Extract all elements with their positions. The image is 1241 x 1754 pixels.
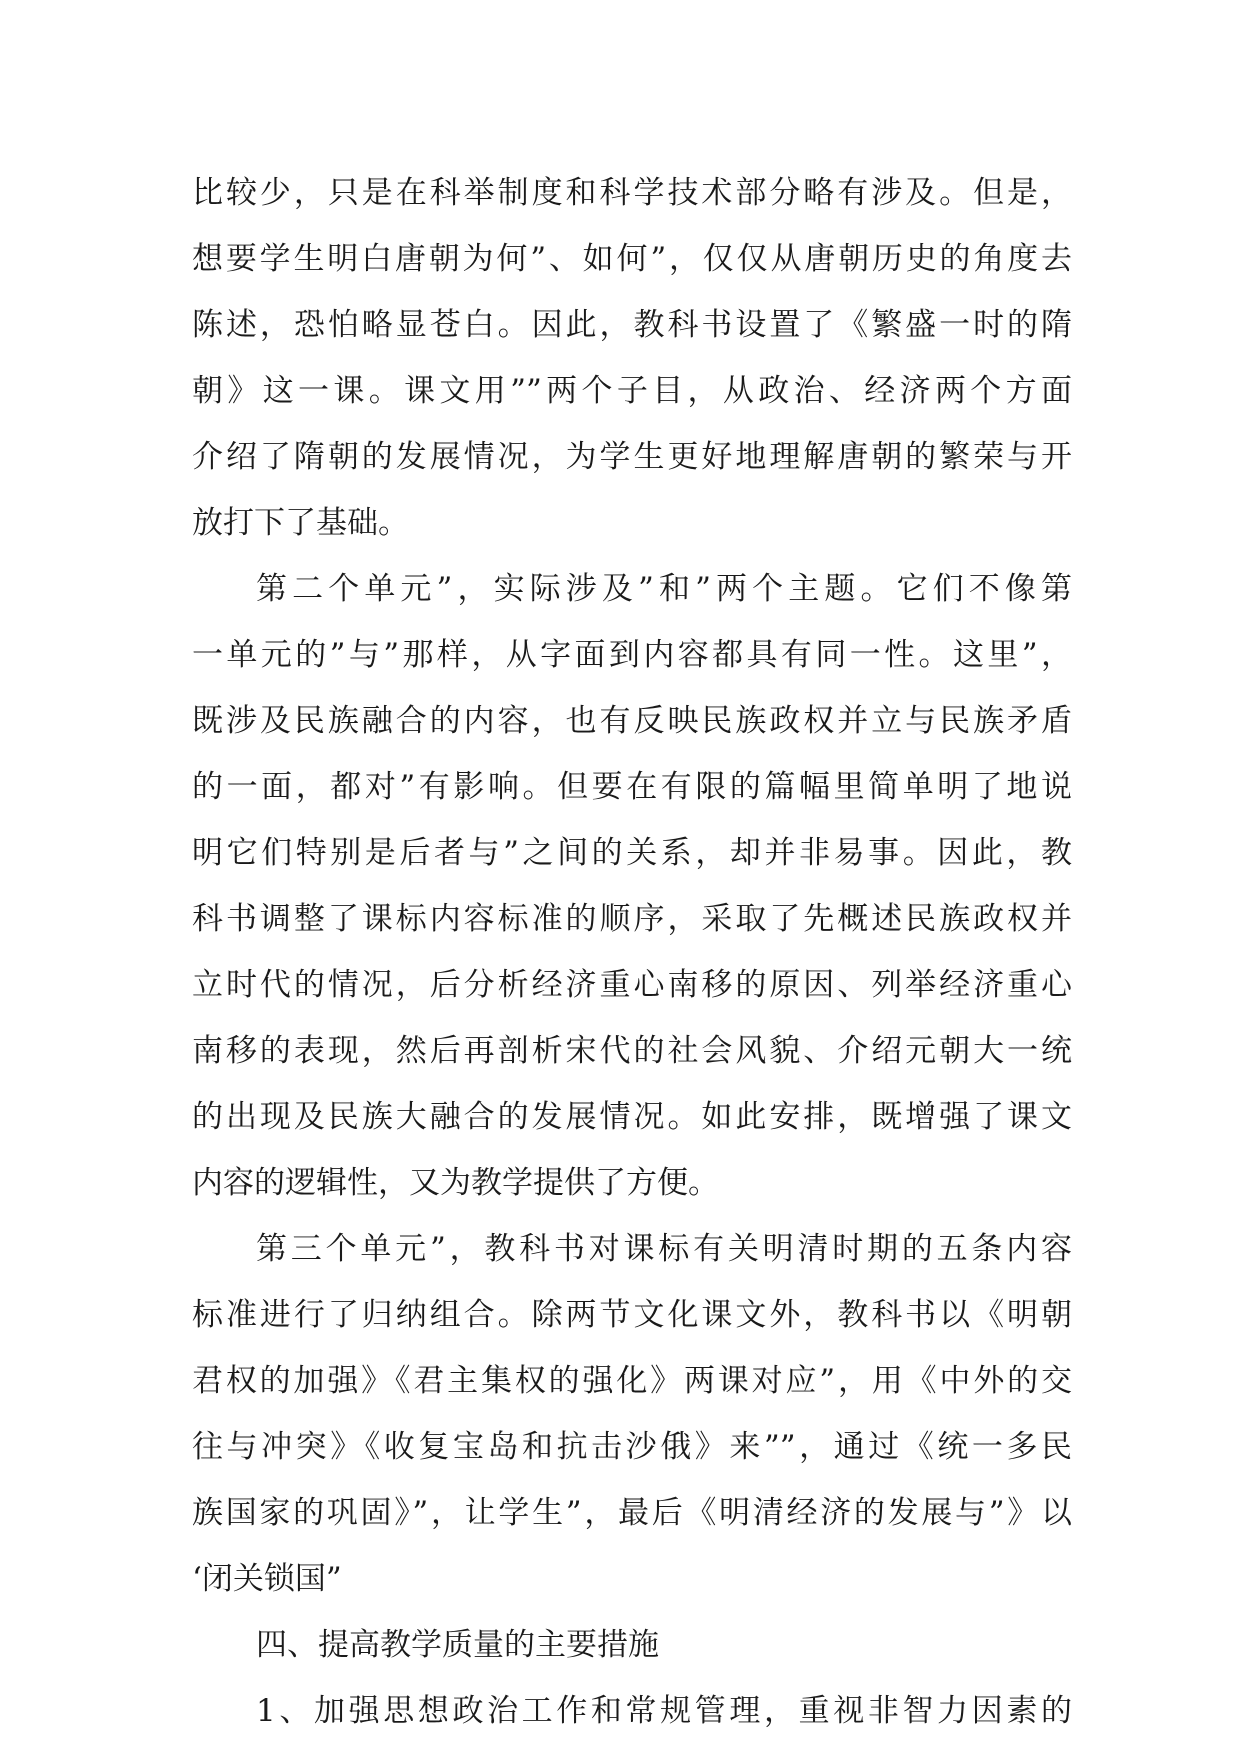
text-line: 往与冲突》《收复宝岛和抗击沙俄》来””，通过《统一多民: [192, 1429, 1072, 1465]
text-line: 标准进行了归纳组合。除两节文化课文外，教科书以《明朝: [192, 1297, 1072, 1333]
text-line: 的一面，都对”有影响。但要在有限的篇幅里简单明了地说: [192, 769, 1072, 805]
text-line: 立时代的情况，后分析经济重心南移的原因、列举经济重心: [192, 967, 1072, 1003]
text-line: 明它们特别是后者与”之间的关系，却并非易事。因此，教: [192, 835, 1072, 871]
text-line: 介绍了隋朝的发展情况，为学生更好地理解唐朝的繁荣与开: [192, 439, 1072, 475]
text-line: 南移的表现，然后再剖析宋代的社会风貌、介绍元朝大一统: [192, 1033, 1072, 1069]
text-line: 族国家的巩固》”，让学生”，最后《明清经济的发展与”》以: [192, 1495, 1072, 1531]
text-line: 1、加强思想政治工作和常规管理，重视非智力因素的: [256, 1693, 1072, 1729]
text-line: 第三个单元”，教科书对课标有关明清时期的五条内容: [256, 1231, 1072, 1267]
text-line: 放打下了基础。: [192, 505, 409, 541]
text-line: 一单元的”与”那样，从字面到内容都具有同一性。这里”，: [192, 637, 1072, 673]
text-line: 第二个单元”，实际涉及”和”两个主题。它们不像第: [256, 571, 1072, 607]
body-text: [192, 160, 1072, 1744]
text-line: 既涉及民族融合的内容，也有反映民族政权并立与民族矛盾: [192, 703, 1072, 739]
text-line: 四、提高教学质量的主要措施: [256, 1627, 659, 1663]
text-line: ‘闭关锁国”: [192, 1561, 342, 1597]
text-line: 朝》这一课。课文用””两个子目，从政治、经济两个方面: [192, 373, 1072, 409]
text-line: 的出现及民族大融合的发展情况。如此安排，既增强了课文: [192, 1099, 1072, 1135]
text-line: 想要学生明白唐朝为何”、如何”，仅仅从唐朝历史的角度去: [192, 241, 1072, 277]
text-line: 比较少，只是在科举制度和科学技术部分略有涉及。但是，: [192, 175, 1072, 211]
text-line: 科书调整了课标内容标准的顺序，采取了先概述民族政权并: [192, 901, 1072, 937]
text-line: 陈述，恐怕略显苍白。因此，教科书设置了《繁盛一时的隋: [192, 307, 1072, 343]
text-line: 君权的加强》《君主集权的强化》两课对应”，用《中外的交: [192, 1363, 1072, 1399]
text-line: 内容的逻辑性，又为教学提供了方便。: [192, 1165, 719, 1201]
